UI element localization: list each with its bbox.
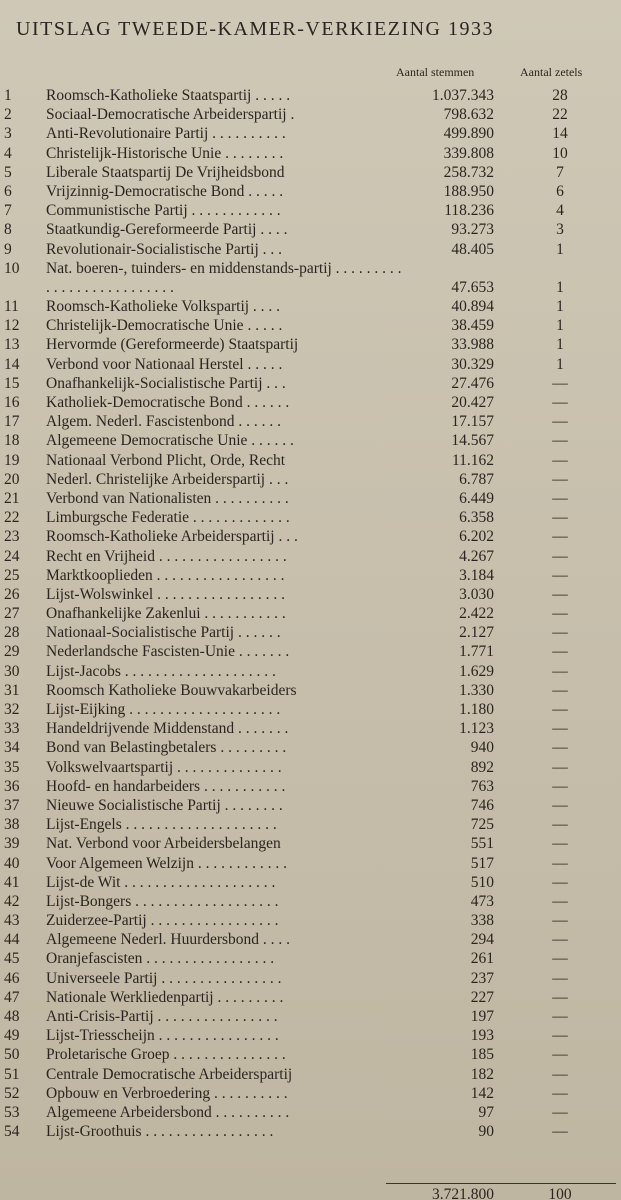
vote-count: 185 [470, 1046, 494, 1064]
seat-count: — [552, 988, 568, 1006]
party-name: Recht en Vrijheid . . . . . . . . . . . . . . . . . [46, 547, 287, 565]
vote-count: 182 [470, 1065, 494, 1083]
table-row [0, 297, 621, 316]
table-row [0, 86, 621, 105]
row-number: 9 [4, 240, 12, 258]
table-row [0, 815, 621, 834]
vote-count: 551 [470, 835, 494, 853]
table-row [0, 489, 621, 508]
vote-count: 940 [470, 739, 494, 757]
vote-count: 1.037.343 [432, 87, 494, 104]
party-name: Christelijk-Historische Unie . . . . . . . . [46, 144, 284, 162]
table-row [0, 1007, 621, 1026]
seat-count: — [552, 681, 568, 699]
party-name: Staatkundig-Gereformeerde Partij . . . . [46, 221, 288, 239]
seat-count: — [552, 969, 568, 987]
row-number: 29 [4, 643, 20, 661]
party-name: Onafhankelijke Zakenlui . . . . . . . . . . . [46, 605, 286, 623]
party-name: Centrale Democratische Arbeiderspartij [46, 1065, 293, 1083]
seat-count: 28 [552, 87, 568, 104]
party-name: Handeldrijvende Middenstand . . . . . . . [46, 720, 289, 738]
vote-count: 746 [470, 796, 494, 814]
table-row [0, 585, 621, 604]
vote-count: 193 [470, 1027, 494, 1045]
seat-count: — [552, 374, 568, 392]
party-name: Hervormde (Gereformeerde) Staatspartij [46, 336, 299, 354]
table-row [0, 144, 621, 163]
party-name: Nederlandsche Fascisten-Unie . . . . . . . [46, 643, 290, 661]
seat-count: — [552, 854, 568, 872]
vote-count: 798.632 [443, 106, 494, 124]
table-row [0, 892, 621, 911]
table-row [0, 1084, 621, 1103]
table-row [0, 220, 621, 239]
table-row [0, 911, 621, 930]
party-name: Volkswelvaartspartij . . . . . . . . . . . . . . [46, 758, 282, 776]
party-name: Marktkooplieden . . . . . . . . . . . . . . . . . [46, 566, 285, 584]
row-number: 18 [4, 432, 20, 450]
vote-count: 47.653 [451, 278, 494, 296]
seat-count: — [552, 892, 568, 910]
party-name: Lijst-Groothuis . . . . . . . . . . . . . . . . . [46, 1123, 274, 1141]
row-number: 12 [4, 317, 20, 335]
row-number: 19 [4, 451, 20, 469]
party-name: Lijst-Bongers . . . . . . . . . . . . . . . . . . . [46, 892, 279, 910]
vote-count: 473 [470, 892, 494, 910]
total-seats: 100 [548, 1186, 572, 1200]
seat-count: — [552, 394, 568, 412]
vote-count: 142 [470, 1084, 494, 1102]
vote-count: 2.127 [459, 624, 494, 642]
table-row [0, 777, 621, 796]
vote-count: 338 [470, 912, 494, 930]
vote-count: 1.771 [459, 643, 494, 661]
table-row [0, 431, 621, 450]
vote-count: 258.732 [443, 163, 494, 181]
row-number: 37 [4, 796, 20, 814]
row-number: 10 [4, 259, 20, 277]
row-number: 25 [4, 566, 20, 584]
seat-count: — [552, 796, 568, 814]
total-votes: 3.721.800 [432, 1186, 494, 1200]
seat-count: 4 [556, 202, 564, 220]
vote-count: 3.030 [459, 585, 494, 603]
seat-count: — [552, 1065, 568, 1083]
vote-count: 197 [470, 1008, 494, 1026]
vote-count: 33.988 [451, 336, 494, 354]
vote-count: 763 [470, 777, 494, 795]
party-name: Oranjefascisten . . . . . . . . . . . . . . . . . [46, 950, 275, 968]
vote-count: 517 [470, 854, 494, 872]
table-row [0, 1065, 621, 1084]
table-row [0, 700, 621, 719]
table-row [0, 796, 621, 815]
seat-count: — [552, 585, 568, 603]
seat-count: 10 [552, 144, 568, 162]
seat-count: 3 [556, 221, 564, 239]
seat-count: — [552, 835, 568, 853]
row-number: 4 [4, 144, 12, 162]
row-number: 52 [4, 1084, 20, 1102]
party-name: Revolutionair-Socialistische Partij . . . [46, 240, 283, 258]
table-row [0, 969, 621, 988]
table-row [0, 834, 621, 853]
party-name: Lijst-Triesscheijn . . . . . . . . . . . . . . . . [46, 1027, 279, 1045]
vote-count: 97 [478, 1103, 494, 1121]
party-name: Lijst-Eijking . . . . . . . . . . . . . . . . . . . . [46, 701, 281, 719]
party-name: Nationaal-Socialistische Partij . . . . . . [46, 624, 281, 642]
vote-count: 11.162 [451, 451, 494, 469]
table-row [0, 1122, 621, 1141]
seat-count: — [552, 489, 568, 507]
row-number: 49 [4, 1027, 20, 1045]
row-number: 13 [4, 336, 20, 354]
party-name: Roomsch-Katholieke Arbeiderspartij . . . [46, 528, 298, 546]
vote-count: 6.449 [459, 489, 494, 507]
row-number: 16 [4, 394, 20, 412]
table-row [0, 508, 621, 527]
row-number: 15 [4, 374, 20, 392]
table-row [0, 604, 621, 623]
seat-count: — [552, 873, 568, 891]
party-name: Voor Algemeen Welzijn . . . . . . . . . . . . [46, 854, 287, 872]
seat-count: — [552, 566, 568, 584]
table-row [0, 738, 621, 757]
vote-count: 30.329 [451, 355, 494, 373]
party-name: Universeele Partij . . . . . . . . . . . . . . . . [46, 969, 282, 987]
row-number: 3 [4, 125, 12, 143]
seat-count: — [552, 413, 568, 431]
seat-count: — [552, 547, 568, 565]
seat-count: — [552, 720, 568, 738]
seat-count: — [552, 470, 568, 488]
row-number: 54 [4, 1123, 20, 1141]
row-number: 48 [4, 1008, 20, 1026]
table-row [0, 201, 621, 220]
row-number: 39 [4, 835, 20, 853]
seat-count: — [552, 1046, 568, 1064]
party-name: Proletarische Groep . . . . . . . . . . . . . . . [46, 1046, 286, 1064]
table-row [0, 681, 621, 700]
vote-count: 20.427 [451, 394, 494, 412]
seat-count: — [552, 451, 568, 469]
row-number: 32 [4, 701, 20, 719]
vote-count: 892 [470, 758, 494, 776]
row-number: 51 [4, 1065, 20, 1083]
vote-count: 1.180 [459, 701, 494, 719]
table-row [0, 124, 621, 143]
seat-count: — [552, 605, 568, 623]
vote-count: 261 [470, 950, 494, 968]
table-row [0, 470, 621, 489]
table-row [0, 1026, 621, 1045]
vote-count: 90 [478, 1123, 494, 1141]
seat-count: — [552, 739, 568, 757]
row-number: 43 [4, 912, 20, 930]
vote-count: 294 [470, 931, 494, 949]
party-name: Lijst-Wolswinkel . . . . . . . . . . . . . . . . . [46, 585, 285, 603]
party-name: Nieuwe Socialistische Partij . . . . . . . . [46, 796, 283, 814]
table-row [0, 949, 621, 968]
seat-count: — [552, 777, 568, 795]
party-name: Anti-Crisis-Partij . . . . . . . . . . . . . . . . [46, 1008, 278, 1026]
page-title: UITSLAG TWEEDE-KAMER-VERKIEZING 1933 [16, 18, 495, 40]
party-name: Christelijk-Democratische Unie . . . . . [46, 317, 283, 335]
party-name: Algemeene Arbeidersbond . . . . . . . . . . [46, 1103, 290, 1121]
party-name: Bond van Belastingbetalers . . . . . . . . . [46, 739, 287, 757]
table-row [0, 719, 621, 738]
row-number: 27 [4, 605, 20, 623]
seats-column-header: Aantal zetels [520, 65, 583, 79]
table-row [0, 393, 621, 412]
vote-count: 48.405 [451, 240, 494, 258]
table-row [0, 182, 621, 201]
totals-divider [386, 1183, 616, 1184]
table-row [0, 988, 621, 1007]
results-table [0, 86, 621, 1141]
party-name: Nat. Verbond voor Arbeidersbelangen [46, 835, 281, 853]
seat-count: — [552, 1103, 568, 1121]
party-name: Algem. Nederl. Fascistenbond . . . . . . [46, 413, 282, 431]
row-number: 42 [4, 892, 20, 910]
vote-count: 38.459 [451, 317, 494, 335]
seat-count: — [552, 758, 568, 776]
vote-count: 27.476 [451, 374, 494, 392]
party-name: Roomsch-Katholieke Staatspartij . . . . . [46, 87, 291, 104]
vote-count: 93.273 [451, 221, 494, 239]
row-number: 34 [4, 739, 20, 757]
table-row [0, 105, 621, 124]
seat-count: 1 [556, 336, 564, 354]
seat-count: — [552, 1008, 568, 1026]
table-row [0, 854, 621, 873]
party-name: Roomsch-Katholieke Volkspartij . . . . [46, 298, 281, 316]
row-number: 26 [4, 585, 20, 603]
table-row [0, 163, 621, 182]
party-name: Roomsch Katholieke Bouwvakarbeiders [46, 681, 297, 699]
row-number: 36 [4, 777, 20, 795]
party-name: Katholiek-Democratische Bond . . . . . . [46, 394, 290, 412]
vote-count: 14.567 [451, 432, 494, 450]
vote-count: 3.184 [459, 566, 494, 584]
seat-count: 1 [556, 298, 564, 316]
vote-count: 499.890 [443, 125, 494, 143]
vote-count: 17.157 [451, 413, 494, 431]
vote-count: 1.330 [459, 681, 494, 699]
vote-count: 2.422 [459, 605, 494, 623]
seat-count: — [552, 912, 568, 930]
seat-count: 7 [556, 163, 564, 181]
table-row [0, 623, 621, 642]
party-name: Nat. boeren-, tuinders- en middenstands-partij . . . . . . . . . . . . . . . . . . . . . . . . . . [46, 259, 402, 296]
seat-count: 1 [556, 240, 564, 258]
party-name: Anti-Revolutionaire Partij . . . . . . . . . . [46, 125, 286, 143]
party-name: Lijst-Engels . . . . . . . . . . . . . . . . . . . . [46, 816, 277, 834]
seat-count: 22 [552, 106, 568, 124]
party-name: Nationale Werkliedenpartij . . . . . . . . . [46, 988, 284, 1006]
seat-count: — [552, 1123, 568, 1141]
seat-count: — [552, 643, 568, 661]
seat-count: — [552, 931, 568, 949]
row-number: 14 [4, 355, 20, 373]
seat-count: — [552, 1027, 568, 1045]
row-number: 47 [4, 988, 20, 1006]
seat-count: — [552, 950, 568, 968]
party-name: Nationaal Verbond Plicht, Orde, Recht [46, 451, 286, 469]
table-row [0, 259, 621, 297]
party-name: Hoofd- en handarbeiders . . . . . . . . . . . [46, 777, 286, 795]
row-number: 31 [4, 681, 20, 699]
party-name: Verbond voor Nationaal Herstel . . . . . [46, 355, 283, 373]
seat-count: — [552, 432, 568, 450]
party-name: Nederl. Christelijke Arbeiderspartij . . . [46, 470, 289, 488]
seat-count: — [552, 662, 568, 680]
party-name: Lijst-de Wit . . . . . . . . . . . . . . . . . . . . [46, 873, 276, 891]
table-row [0, 316, 621, 335]
seat-count: — [552, 509, 568, 527]
vote-count: 725 [470, 816, 494, 834]
vote-count: 510 [470, 873, 494, 891]
row-number: 35 [4, 758, 20, 776]
table-row [0, 662, 621, 681]
row-number: 17 [4, 413, 20, 431]
party-name: Zuiderzee-Partij . . . . . . . . . . . . . . . . . [46, 912, 279, 930]
row-number: 41 [4, 873, 20, 891]
row-number: 20 [4, 470, 20, 488]
vote-count: 339.808 [443, 144, 494, 162]
row-number: 22 [4, 509, 20, 527]
row-number: 38 [4, 816, 20, 834]
row-number: 53 [4, 1103, 20, 1121]
row-number: 50 [4, 1046, 20, 1064]
table-row [0, 873, 621, 892]
seat-count: 14 [552, 125, 568, 143]
vote-count: 227 [470, 988, 494, 1006]
seat-count: — [552, 816, 568, 834]
row-number: 44 [4, 931, 20, 949]
table-row [0, 374, 621, 393]
table-row [0, 566, 621, 585]
seat-count: — [552, 701, 568, 719]
party-name: Verbond van Nationalisten . . . . . . . . . . [46, 489, 289, 507]
seat-count: — [552, 624, 568, 642]
vote-count: 4.267 [459, 547, 494, 565]
row-number: 6 [4, 182, 12, 200]
row-number: 24 [4, 547, 20, 565]
row-number: 5 [4, 163, 12, 181]
vote-count: 6.202 [459, 528, 494, 546]
row-number: 28 [4, 624, 20, 642]
table-row [0, 451, 621, 470]
row-number: 30 [4, 662, 20, 680]
seat-count: — [552, 1084, 568, 1102]
seat-count: — [552, 528, 568, 546]
party-name: Algemeene Nederl. Huurdersbond . . . . [46, 931, 291, 949]
row-number: 21 [4, 489, 20, 507]
party-name: Liberale Staatspartij De Vrijheidsbond [46, 163, 285, 181]
row-number: 46 [4, 969, 20, 987]
row-number: 45 [4, 950, 20, 968]
row-number: 1 [4, 87, 12, 104]
party-name: Vrijzinnig-Democratische Bond . . . . . [46, 182, 284, 200]
row-number: 8 [4, 221, 12, 239]
table-row [0, 335, 621, 354]
table-row [0, 355, 621, 374]
party-name: Opbouw en Verbroedering . . . . . . . . . . [46, 1084, 288, 1102]
row-number: 23 [4, 528, 20, 546]
party-name: Communistische Partij . . . . . . . . . . . . [46, 202, 281, 220]
vote-count: 237 [470, 969, 494, 987]
party-name: Lijst-Jacobs . . . . . . . . . . . . . . . . . . . . [46, 662, 276, 680]
party-name: Onafhankelijk-Socialistische Partij . . . [46, 374, 286, 392]
vote-count: 6.358 [459, 509, 494, 527]
table-row [0, 642, 621, 661]
row-number: 11 [4, 298, 19, 316]
votes-column-header: Aantal stemmen [396, 65, 475, 79]
vote-count: 188.950 [443, 182, 494, 200]
table-row [0, 758, 621, 777]
seat-count: 1 [556, 317, 564, 335]
table-row [0, 1045, 621, 1064]
row-number: 33 [4, 720, 20, 738]
party-name: Limburgsche Federatie . . . . . . . . . . . . . [46, 509, 290, 527]
seat-count: 6 [556, 182, 564, 200]
row-number: 7 [4, 202, 12, 220]
vote-count: 40.894 [451, 298, 494, 316]
vote-count: 1.629 [459, 662, 494, 680]
table-row [0, 412, 621, 431]
seat-count: 1 [556, 355, 564, 373]
party-name: Algemeene Democratische Unie . . . . . . [46, 432, 294, 450]
vote-count: 118.236 [444, 202, 494, 220]
row-number: 40 [4, 854, 20, 872]
vote-count: 6.787 [459, 470, 494, 488]
vote-count: 1.123 [459, 720, 494, 738]
table-row [0, 930, 621, 949]
table-row [0, 240, 621, 259]
table-row [0, 1103, 621, 1122]
row-number: 2 [4, 106, 12, 124]
table-row [0, 547, 621, 566]
seat-count: 1 [556, 278, 564, 296]
table-row [0, 527, 621, 546]
party-name: Sociaal-Democratische Arbeiderspartij . [46, 106, 295, 124]
